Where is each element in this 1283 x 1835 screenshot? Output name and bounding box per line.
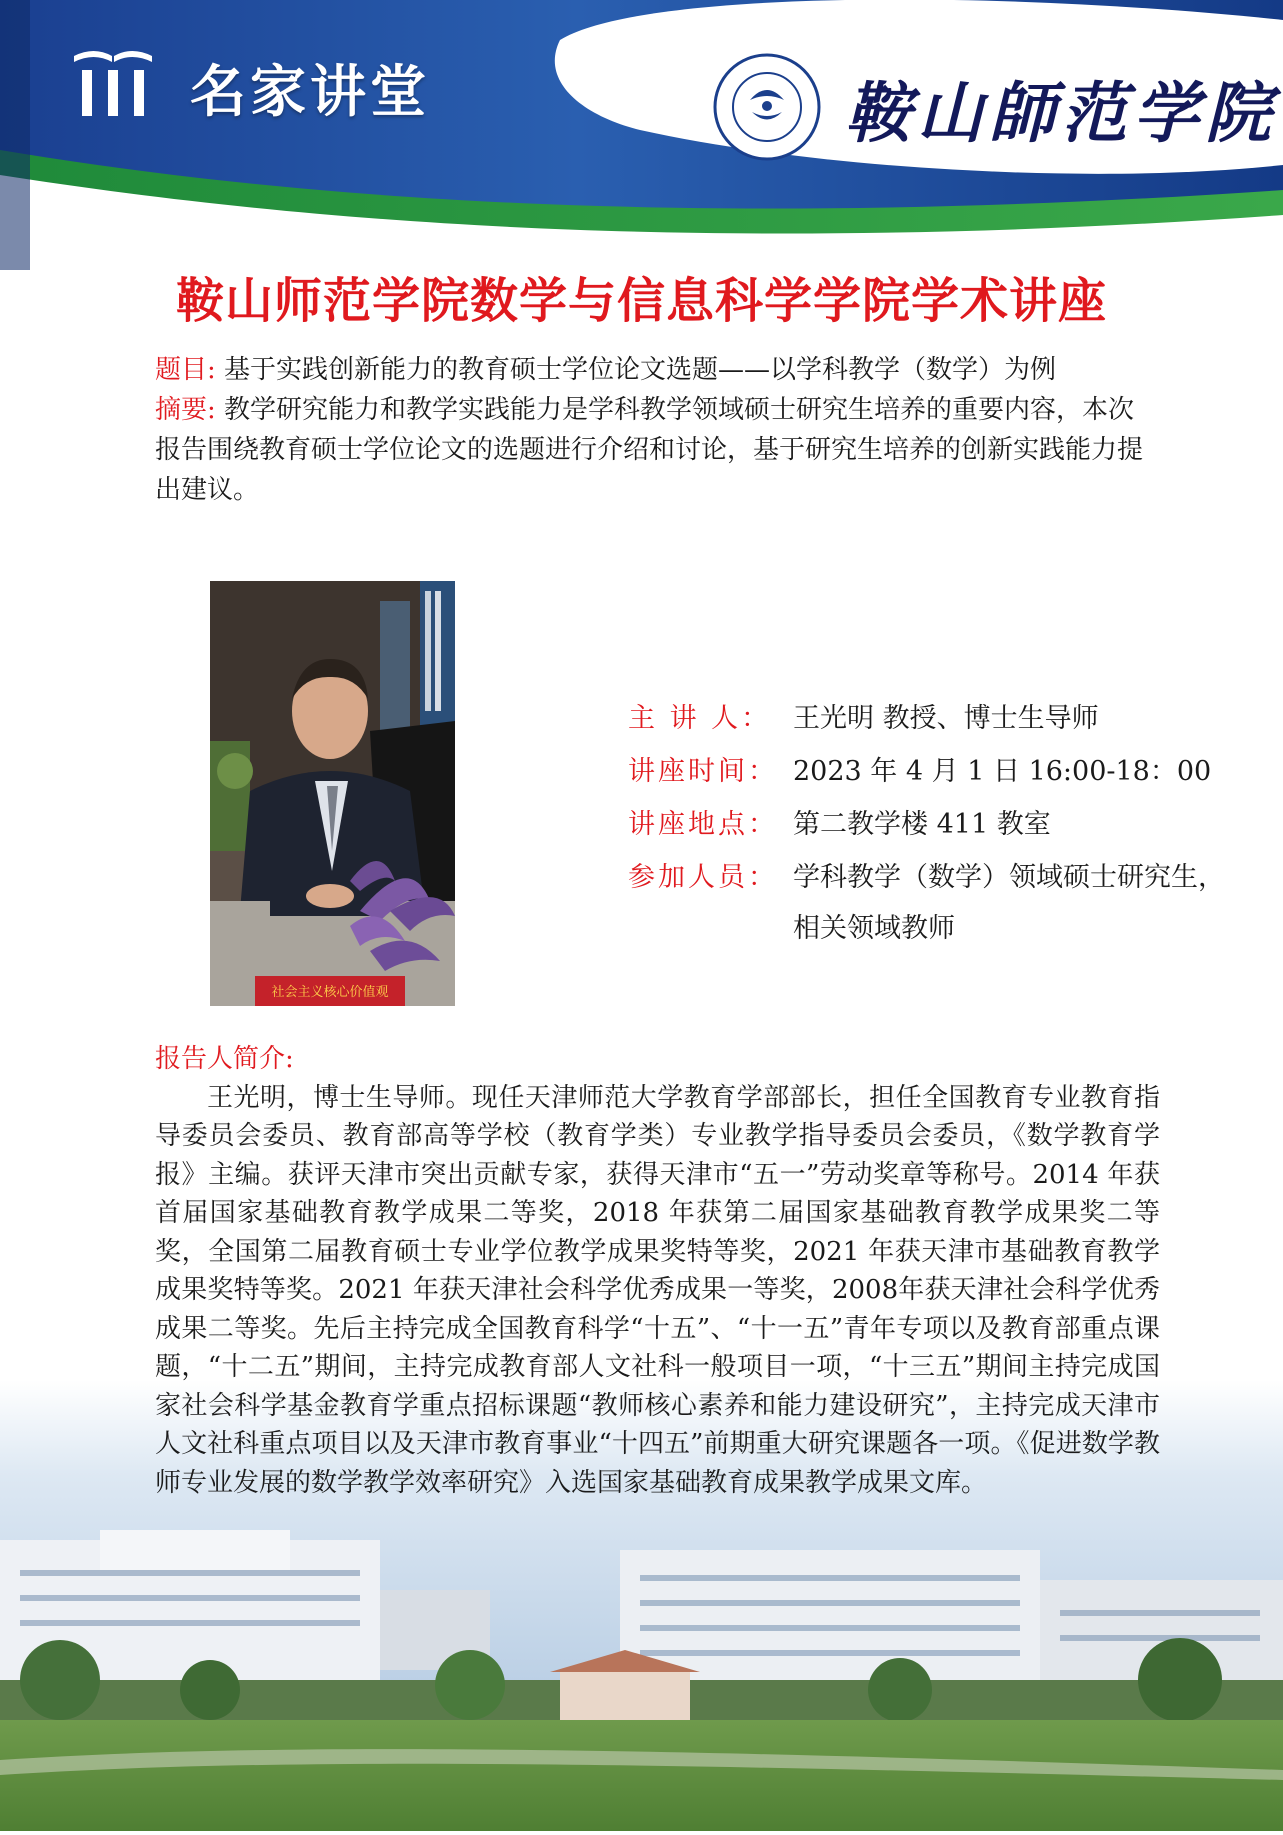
bio-label: 报告人简介: [155, 1044, 294, 1074]
info-row-speaker [628, 692, 1253, 745]
topic-text: 基于实践创新能力的教育硕士学位论文选题——以学科教学（数学）为例 [224, 355, 1057, 385]
abstract-block [155, 390, 1155, 510]
topic-label: 题目: [155, 355, 216, 385]
time-value: 2023 年 4 月 1 日 16:00-18：00 [793, 756, 1212, 787]
lecture-intro [155, 350, 1155, 510]
header-banner [0, 0, 1283, 270]
place-value: 第二教学楼 411 教室 [793, 809, 1051, 840]
open-book-icon [68, 34, 158, 124]
attendees-value-line2: 相关领域教师 [793, 913, 955, 944]
bio-text: 王光明，博士生导师。现任天津师范大学教育学部部长，担任全国教育专业教育指导委员会委员、教育部高等学校（教育学类）专业教学指导委员会委员，《数学教育学报》主编。获评天津市突出贡献专家，获得天津市“五一”劳动奖章等称号。2014 年获首届国家基础教育教学成果二等奖，2018 年获第二届国家基础教育教学成果奖二等奖，全国第二届教育硕士专业学位教学成果奖特等奖，2021 年获天津市基础教育教学成果奖特等奖。2021 年获天津社会科学优秀成果一等奖，2008年获天津社会科学优秀成果二等奖。先后主持完成全国教育科学“十五”、“十一五”青年专项以及教育部重点课题，“十二五”期间，主持完成教育部人文社科一般项目一项，“十三五”期间主持完成国家社会科学基金教育学重点招标课题“教师核心素养和能力建设研究”，主持完成天津市人文社科重点项目以及天津市教育事业“十四五”前期重大研究课题各一项。《促进数学教师专业发展的数学教学效率研究》入选国家基础教育成果教学成果文库。 [155, 1082, 1160, 1498]
info-row-attendees [628, 851, 1253, 904]
attendees-value-line1: 学科教学（数学）领域硕士研究生， [793, 862, 1225, 893]
abstract-label: 摘要: [155, 395, 216, 425]
page-title: 鞍山师范学院数学与信息科学学院学术讲座 [175, 273, 1107, 329]
brand-title: 名家讲堂 [190, 60, 430, 125]
desk-sign-text: 社会主义核心价值观 [271, 985, 389, 1000]
abstract-text: 教学研究能力和教学实践能力是学科教学领域硕士研究生培养的重要内容，本次报告围绕教育硕士学位论文的选题进行介绍和讨论，基于研究生培养的创新实践能力提出建议。 [155, 395, 1144, 505]
speaker-photo [210, 581, 555, 1006]
place-label: 讲座地点： [628, 809, 778, 840]
university-seal-logo [712, 52, 822, 162]
info-row-time [628, 745, 1253, 798]
school-name: 鞍山師范学院 [845, 74, 1277, 152]
topic-line [155, 350, 1155, 390]
speaker-bio [155, 1040, 1160, 1502]
time-label: 讲座时间： [628, 756, 778, 787]
speaker-value: 王光明 教授、博士生导师 [793, 703, 1099, 734]
lecture-info [628, 692, 1253, 955]
info-row-place [628, 798, 1253, 851]
speaker-label: 主 讲 人： [628, 703, 772, 734]
attendees-label: 参加人员： [628, 862, 778, 893]
